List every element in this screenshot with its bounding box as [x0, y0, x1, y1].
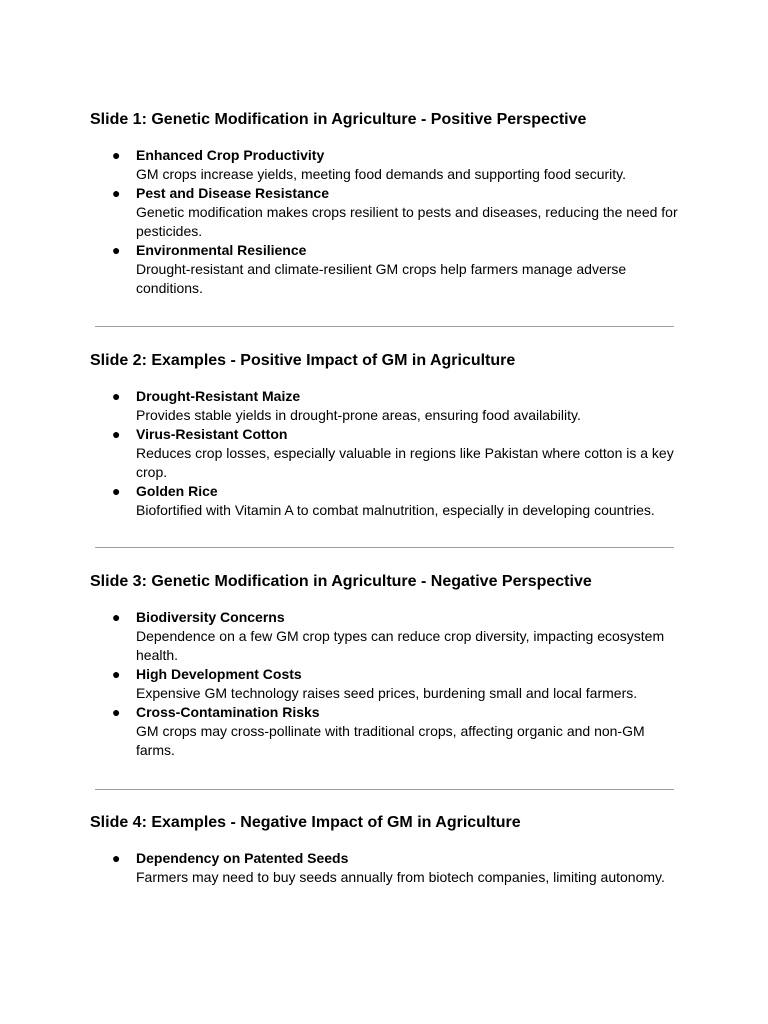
bullet-icon: ●: [112, 242, 121, 258]
bullet-heading: Pest and Disease Resistance: [136, 185, 329, 201]
section-divider: [95, 547, 674, 548]
bullet-icon: ●: [112, 666, 121, 682]
slide-section-4: [90, 813, 680, 885]
bullet-icon: ●: [112, 704, 121, 720]
list-item: [90, 608, 680, 665]
list-item: [90, 849, 680, 887]
section-divider: [95, 326, 674, 327]
bullet-heading: Dependency on Patented Seeds: [136, 850, 349, 866]
bullet-body: Dependence on a few GM crop types can reduce crop diversity, impacting ecosystem health.: [136, 628, 665, 663]
bullet-icon: ●: [112, 185, 121, 201]
slide-section-2: [90, 351, 680, 518]
list-item: [90, 387, 680, 425]
bullet-heading: Virus-Resistant Cotton: [136, 426, 288, 442]
bullet-heading: Enhanced Crop Productivity: [136, 147, 325, 163]
bullet-body: Reduces crop losses, especially valuable in regions like Pakistan where cotton is a key crop.: [136, 445, 674, 480]
slide-title: Slide 2: Examples - Positive Impact of GM in Agriculture: [90, 352, 516, 369]
bullet-heading: Environmental Resilience: [136, 242, 307, 258]
list-item: [90, 703, 680, 760]
bullet-heading: Biodiversity Concerns: [136, 609, 285, 625]
bullet-heading: Cross-Contamination Risks: [136, 704, 320, 720]
bullet-list: [90, 387, 680, 520]
bullet-body: Genetic modification makes crops resilient to pests and diseases, reducing the need for pesticides.: [136, 204, 678, 239]
bullet-icon: ●: [112, 483, 121, 499]
bullet-body: Drought-resistant and climate-resilient GM crops help farmers manage adverse conditions.: [136, 261, 627, 296]
slide-title: Slide 1: Genetic Modification in Agriculture - Positive Perspective: [90, 111, 587, 128]
slide-section-3: [90, 572, 680, 758]
bullet-body: Farmers may need to buy seeds annually from biotech companies, limiting autonomy.: [136, 869, 665, 885]
section-divider: [95, 789, 674, 790]
list-item: [90, 425, 680, 482]
list-item: [90, 482, 680, 520]
bullet-body: Biofortified with Vitamin A to combat malnutrition, especially in developing countries.: [136, 502, 655, 518]
slide-title: Slide 4: Examples - Negative Impact of GM in Agriculture: [90, 814, 521, 831]
list-item: [90, 146, 680, 184]
list-item: [90, 184, 680, 241]
bullet-icon: ●: [112, 147, 121, 163]
bullet-body: GM crops may cross-pollinate with traditional crops, affecting organic and non-GM farms.: [136, 723, 645, 758]
bullet-body: Expensive GM technology raises seed prices, burdening small and local farmers.: [136, 685, 638, 701]
list-item: [90, 665, 680, 703]
bullet-heading: Drought-Resistant Maize: [136, 388, 301, 404]
bullet-icon: ●: [112, 426, 121, 442]
slide-title: Slide 3: Genetic Modification in Agriculture - Negative Perspective: [90, 573, 592, 590]
bullet-icon: ●: [112, 388, 121, 404]
bullet-heading: High Development Costs: [136, 666, 302, 682]
bullet-list: [90, 849, 680, 887]
bullet-icon: ●: [112, 850, 121, 866]
bullet-body: GM crops increase yields, meeting food demands and supporting food security.: [136, 166, 626, 182]
bullet-list: [90, 146, 680, 298]
bullet-list: [90, 608, 680, 760]
bullet-body: Provides stable yields in drought-prone areas, ensuring food availability.: [136, 407, 581, 423]
bullet-heading: Golden Rice: [136, 483, 218, 499]
list-item: [90, 241, 680, 298]
bullet-icon: ●: [112, 609, 121, 625]
slide-section-1: [90, 110, 680, 296]
